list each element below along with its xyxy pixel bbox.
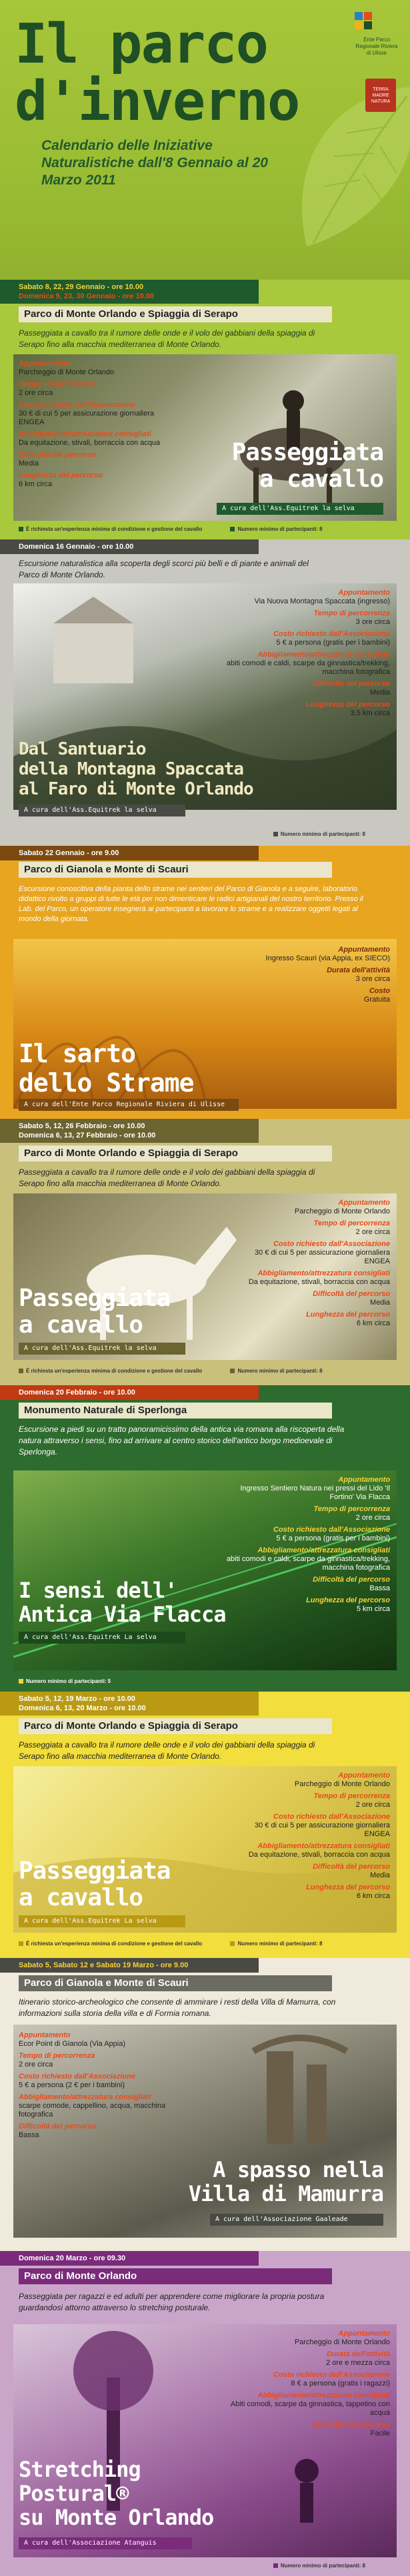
info-label: Costo richiesto dall'Associazione — [19, 401, 135, 409]
event-description: Escursione conoscitiva della pianta dello strame nei sentieri del Parco di Gianola e a seguire, laboratorio didattico rivolto a gruppi di tutte le età per non dimenticare le radici artigianali del nostro territorio. Presso il Lab. del Parco, un operatore insegnerà ai partecipanti a lavorare lo strame e a realizzare oggetti legati al mondo della giornata. — [19, 885, 363, 923]
event-location: Parco di Monte Orlando e Spiaggia di Serapo — [19, 1145, 332, 1161]
info-label: Appuntamento — [338, 946, 390, 954]
info-value: 8 € a persona (gratis i ragazzi) — [291, 2380, 390, 2388]
event-date-line: Sabato 5, 12, 19 Marzo - ore 10.00 — [19, 1695, 135, 1703]
event-dates — [0, 1119, 259, 1143]
info-label: Appuntamento — [338, 1476, 390, 1484]
event-section-6 — [0, 1692, 410, 1958]
event-section-7 — [0, 1958, 410, 2251]
event-section-4 — [0, 1119, 410, 1385]
event-organizer: A cura dell'Ente Parco Regionale Riviera di Ulisse — [19, 1099, 239, 1111]
event-title — [19, 1578, 232, 1626]
info-value: 30 € di cui 5 per assicurazione giornaliera ENGEA — [254, 1821, 390, 1838]
info-label: Abbigliamento/attrezzatura consigliati — [19, 430, 151, 438]
info-label: Appuntamento — [338, 1199, 390, 1207]
info-label: Difficoltà del percorso — [313, 1576, 390, 1584]
event-title — [19, 2457, 245, 2529]
info-value: 2 ore e mezza circa — [326, 2359, 390, 2367]
event-title-line: Dal Santuario — [19, 739, 146, 759]
event-title-line: Passeggiata — [19, 1285, 171, 1312]
info-value: abiti comodi e caldi, scarpe da ginnastica/trekking, macchina fotografica — [226, 1555, 390, 1572]
event-title-line: A spasso nella — [213, 2157, 383, 2182]
info-value: 2 ore circa — [19, 389, 53, 397]
event-date-line: Domenica 20 Febbraio - ore 10.00 — [19, 1389, 135, 1397]
event-location: Parco di Monte Orlando e Spiaggia di Serapo — [19, 1718, 332, 1734]
info-label: Abbigliamento/attrezzatura consigliati — [257, 1842, 390, 1850]
info-value: Parcheggio di Monte Orlando — [294, 2338, 390, 2346]
event-info-panel — [19, 360, 172, 492]
info-value: 5 € a persona (gratis per i bambini) — [276, 639, 390, 647]
event-section-1 — [0, 280, 410, 539]
footer-note-participants: Numero minimo di partecipanti: 8 — [273, 2563, 365, 2569]
event-footer — [19, 828, 392, 840]
event-dates — [0, 1958, 259, 1973]
info-value: Media — [370, 1299, 390, 1307]
footer-note-experience: È richiesta un'esperienza minima di condizione e gestione del cavallo — [19, 1368, 202, 1374]
event-title-line: della Montagna Spaccata — [19, 759, 244, 779]
event-title-line: a cavallo — [19, 1311, 143, 1339]
info-value: Parcheggio di Monte Orlando — [19, 368, 115, 376]
info-label: Durata dell'attività — [327, 966, 390, 974]
event-title-line: su Monte Orlando — [19, 2505, 214, 2530]
terra-madre-logo — [365, 79, 396, 112]
event-dates — [0, 280, 259, 304]
info-label: Lunghezza del percorso — [306, 701, 390, 709]
event-title-line: a cavallo — [259, 466, 383, 493]
info-label: Lunghezza del percorso — [306, 1883, 390, 1891]
event-section-3 — [0, 846, 410, 1119]
header — [0, 0, 410, 280]
event-info-panel — [230, 946, 390, 1008]
info-value: 2 ore circa — [19, 2061, 53, 2069]
info-label: Costo richiesto dall'Associazione — [273, 1240, 390, 1248]
event-location: Monumento Naturale di Sperlonga — [19, 1403, 332, 1419]
info-label: Abbigliamento/attrezzatura consigliati — [19, 2093, 151, 2101]
event-footer — [19, 1365, 392, 1377]
info-value: Via Nuova Montagna Spaccata (ingresso) — [254, 597, 390, 605]
footer-note-participants: Numero minimo di partecipanti: 8 — [230, 1941, 322, 1947]
info-value: 6 km circa — [356, 1319, 390, 1327]
info-value: Abiti comodi, scarpe da ginnastica, tappetino con acqua — [230, 2400, 390, 2417]
event-date-line: Domenica 20 Marzo - ore 09.30 — [19, 2254, 126, 2262]
event-organizer: A cura dell'Ass.Equitrek la selva — [19, 805, 185, 816]
info-label: Costo richiesto dall'Associazione — [273, 1526, 390, 1534]
park-logo — [353, 11, 400, 71]
footer-note-participants: Numero minimo di partecipanti: 8 — [273, 831, 365, 837]
event-description: Passeggiata a cavallo tra il rumore delle onde e il volo dei gabbiani della spiaggia di Serapo fino alla macchia mediterranea di Monte Orlando. — [19, 328, 315, 349]
event-title-line: I sensi dell' — [19, 1578, 177, 1603]
info-value: 3,5 km circa — [350, 709, 390, 717]
event-title-line: al Faro di Monte Orlando — [19, 779, 253, 799]
event-description: Passeggiata a cavallo tra il rumore delle onde e il volo dei gabbiani della spiaggia di Serapo fino alla macchia mediterranea di Monte Orlando. — [19, 1167, 315, 1188]
info-value: scarpe comode, cappellino, acqua, macchina fotografica — [19, 2102, 166, 2118]
info-value: Media — [370, 1871, 390, 1879]
footer-note-participants: Numero minimo di partecipanti: 8 — [230, 1368, 322, 1374]
event-dates — [0, 2251, 259, 2266]
event-date-line: Domenica 9, 23, 30 Gennaio - ore 10.00 — [19, 292, 154, 300]
info-label: Difficoltà del percorso — [19, 2122, 96, 2130]
event-title — [19, 1858, 219, 1911]
footer-note-experience: È richiesta un'esperienza minima di condizione e gestione del cavallo — [19, 526, 202, 532]
info-label: Difficoltà del percorso — [313, 1290, 390, 1298]
info-value: Da equitazione, stivali, borraccia con acqua — [19, 439, 161, 447]
info-value: 30 € di cui 5 per assicurazione giornaliera ENGEA — [254, 1249, 390, 1265]
event-footer — [19, 2560, 392, 2572]
event-description: Escursione naturalistica alla scoperta degli scorci più belli e di piante e animali del Parco di Monte Orlando. — [19, 559, 309, 579]
event-organizer: A cura dell'Associazione Gaaleade — [210, 2214, 383, 2226]
info-value: Ecor Point di Gianola (Via Appia) — [19, 2040, 125, 2048]
event-section-8 — [0, 2251, 410, 2576]
info-label: Abbigliamento/attrezzatura consigliati — [257, 1269, 390, 1277]
event-organizer: A cura dell'Associazione Atanguis — [19, 2537, 192, 2549]
info-label: Tempo di percorrenza — [19, 2052, 95, 2060]
event-date-line: Domenica 6, 13, 20 Marzo - ore 10.00 — [19, 1704, 146, 1712]
info-label: Abbigliamento/attrezzatura consigliati — [257, 651, 390, 659]
event-info-panel — [223, 589, 390, 721]
event-title-line: dello Strame — [19, 1068, 194, 1098]
event-description: Passeggiata a cavallo tra il rumore delle onde e il volo dei gabbiani della spiaggia di Serapo fino alla macchia mediterranea di Monte Orlando. — [19, 1740, 315, 1761]
info-value: 6 km circa — [356, 1892, 390, 1900]
info-value: Bassa — [19, 2131, 39, 2139]
info-label: Difficoltà del percorso — [313, 680, 390, 688]
event-title-line: a cavallo — [19, 1884, 143, 1911]
event-organizer: A cura dell'Ass.Equitrek La selva — [19, 1632, 185, 1644]
event-organizer: A cura dell'Ass.Equitrek la selva — [19, 1343, 185, 1355]
event-footer — [19, 1938, 392, 1950]
info-label: Difficoltà del percorso — [313, 2421, 390, 2429]
event-title — [19, 1039, 259, 1098]
info-label: Lunghezza del percorso — [306, 1311, 390, 1319]
event-organizer: A cura dell'Ass.Equitrek La selva — [19, 1915, 185, 1927]
info-label: Difficoltà del percorso — [19, 451, 96, 459]
event-title-line: Antica Via Flacca — [19, 1602, 226, 1627]
park-logo-icon — [353, 11, 373, 31]
event-info-panel — [19, 2031, 172, 2143]
event-dates — [0, 1692, 259, 1716]
event-title-line: Passeggiata — [19, 1857, 171, 1885]
info-value: 5 € a persona (2 € per i bambini) — [19, 2081, 125, 2089]
event-date-line: Domenica 16 Gennaio - ore 10.00 — [19, 543, 134, 551]
info-value: Da equitazione, stivali, borraccia con acqua — [248, 1851, 390, 1859]
event-description: Escursione a piedi su un tratto panoramicissimo della antica via romana alla riscoperta della natura attraverso i sensi, fino ad arrivare al centro storico dell'antico borgo medioevale di Sperlonga. — [19, 1425, 345, 1456]
info-value: 30 € di cui 5 per assicurazione giornaliera ENGEA — [19, 410, 155, 426]
event-title — [19, 1285, 219, 1339]
event-location: Parco di Gianola e Monte di Scauri — [19, 1975, 332, 1991]
info-label: Abbigliamento/attrezzatura consigliati — [257, 1546, 390, 1554]
event-title — [163, 2158, 383, 2206]
info-value: Media — [370, 689, 390, 697]
info-label: Appuntamento — [19, 2031, 71, 2039]
event-dates — [0, 846, 259, 860]
info-value: 5 € a persona (gratis per i bambini) — [276, 1534, 390, 1542]
info-value: Parcheggio di Monte Orlando — [294, 1780, 390, 1788]
info-value: abiti comodi e caldi, scarpe da ginnastica/trekking, macchina fotografica — [226, 659, 390, 676]
info-label: Difficoltà del percorso — [313, 1863, 390, 1871]
event-footer — [19, 523, 392, 535]
event-date-line: Domenica 6, 13, 27 Febbraio - ore 10.00 — [19, 1131, 156, 1139]
info-label: Appuntamento — [19, 360, 71, 368]
event-title — [19, 739, 365, 799]
event-title-line: Passeggiata — [231, 439, 383, 466]
info-value: Media — [19, 460, 39, 468]
info-value: 3 ore circa — [355, 618, 390, 626]
park-logo-text: Ente Parco Regionale Riviera di Ulisse — [355, 37, 398, 56]
info-value: 3 ore circa — [355, 975, 390, 983]
event-title-line: Il sarto — [19, 1039, 136, 1068]
event-title — [197, 440, 383, 493]
footer-note-participants: Numero minimo di partecipanti: 8 — [230, 526, 322, 532]
info-label: Appuntamento — [338, 589, 390, 597]
event-title-line: Postural® — [19, 2481, 129, 2506]
event-info-panel — [230, 1771, 390, 1904]
info-value: 2 ore circa — [355, 1228, 390, 1236]
title-line-2: d'inverno — [15, 70, 299, 133]
info-value: 6 km circa — [19, 480, 53, 488]
event-info-panel — [230, 2330, 390, 2441]
info-value: 2 ore circa — [355, 1801, 390, 1809]
info-label: Appuntamento — [338, 1771, 390, 1779]
info-label: Tempo di percorrenza — [313, 1505, 390, 1513]
event-info-panel — [230, 1199, 390, 1331]
info-label: Tempo di percorrenza — [313, 1792, 390, 1800]
info-label: Costo richiesto dall'Associazione — [273, 2371, 390, 2379]
event-dates — [0, 539, 259, 554]
event-title-line: Villa di Mamurra — [188, 2181, 383, 2206]
info-label: Durata dell'attività — [327, 2350, 390, 2358]
event-description: Itinerario storico-archeologico che consente di ammirare i resti della Villa di Mamurra, con informazioni sulla storia della villa e di Formia romana. — [19, 1997, 336, 2018]
event-description: Passeggiata per ragazzi e ed adulti per apprendere come migliorare la propria postura guardandosi attorno attraverso lo stretching posturale. — [19, 2292, 325, 2312]
info-label: Tempo di percorrenza — [313, 1219, 390, 1227]
terra-madre-logo-text: TERRA MADRE NATURA — [371, 87, 391, 104]
info-label: Tempo di percorrenza — [313, 609, 390, 617]
footer-note-experience: È richiesta un'esperienza minima di condizione e gestione del cavallo — [19, 1941, 202, 1947]
info-label: Costo — [369, 987, 390, 995]
info-value: Parcheggio di Monte Orlando — [294, 1207, 390, 1215]
info-label: Lunghezza del percorso — [306, 1596, 390, 1604]
event-location: Parco di Monte Orlando e Spiaggia di Serapo — [19, 306, 332, 322]
event-organizer: A cura dell'Ass.Equitrek la selva — [217, 503, 383, 515]
event-section-5 — [0, 1385, 410, 1692]
event-footer — [19, 1676, 392, 1688]
info-value: Ingresso Sentiero Natura nei pressi del Lido 'Il Fortino' Via Flacca — [240, 1484, 390, 1501]
event-dates — [0, 1385, 259, 1400]
info-value: 5 km circa — [356, 1605, 390, 1613]
event-date-line: Sabato 5, 12, 26 Febbraio - ore 10.00 — [19, 1122, 145, 1130]
page-title — [15, 13, 328, 133]
info-label: Appuntamento — [338, 2330, 390, 2338]
info-label: Costo richiesto dall'Associazione — [273, 630, 390, 638]
info-label: Tempo di percorrenza — [19, 380, 95, 388]
footer-note-participants: Numero minimo di partecipanti: 5 — [19, 1678, 111, 1684]
info-value: 2 ore circa — [355, 1514, 390, 1522]
page-subtitle: Calendario delle Iniziative Naturalistiche dall'8 Gennaio al 20 Marzo 2011 — [41, 138, 268, 188]
event-location: Parco di Gianola e Monte di Scauri — [19, 862, 332, 878]
info-value: Facile — [370, 2429, 390, 2437]
info-label: Costo richiesto dall'Associazione — [19, 2073, 135, 2081]
event-date-line: Sabato 5, Sabato 12 e Sabato 19 Marzo - ore 9.00 — [19, 1961, 189, 1969]
info-value: Gratuita — [363, 996, 390, 1004]
event-location: Parco di Monte Orlando — [19, 2268, 332, 2284]
info-label: Lunghezza del percorso — [19, 472, 103, 480]
event-section-2 — [0, 539, 410, 846]
info-value: Da equitazione, stivali, borraccia con acqua — [248, 1278, 390, 1286]
title-line-1: Il parco — [15, 13, 267, 76]
info-value: Ingresso Scauri (via Appia, ex SIECO) — [265, 954, 390, 962]
event-info-panel — [223, 1476, 390, 1617]
info-value: Bassa — [369, 1584, 390, 1592]
event-title-line: Stretching — [19, 2457, 141, 2482]
info-label: Costo richiesto dall'Associazione — [273, 1813, 390, 1821]
info-label: Abbigliamento/attrezzatura consigliati — [257, 2392, 390, 2400]
event-date-line: Sabato 22 Gennaio - ore 9.00 — [19, 849, 119, 857]
event-date-line: Sabato 8, 22, 29 Gennaio - ore 10.00 — [19, 283, 144, 291]
